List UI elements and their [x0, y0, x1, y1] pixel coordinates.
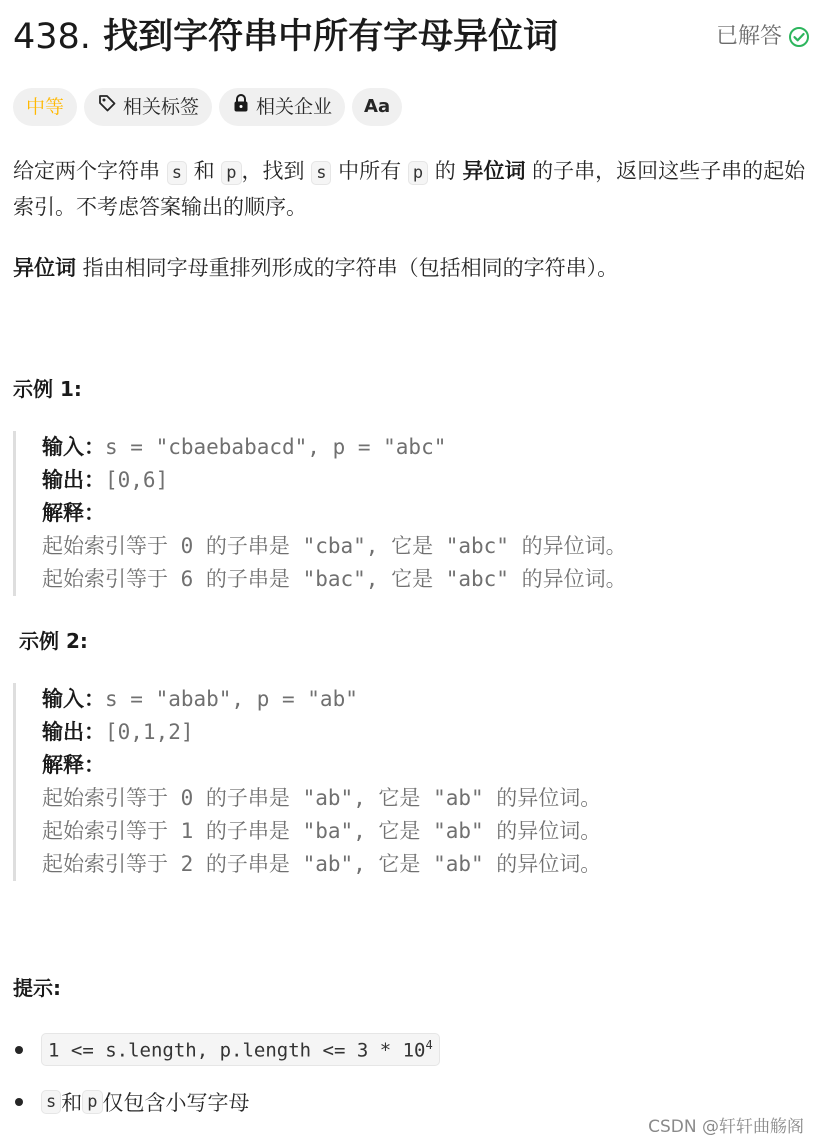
example-1-title: 示例 1: [13, 377, 82, 401]
translate-button[interactable] [352, 88, 402, 126]
example-2-explain-line: 起始索引等于 1 的子串是 "ba", 它是 "ab" 的异位词。 [42, 819, 602, 843]
example-1-explain-label: 解释： [42, 501, 105, 525]
problem-number: 438. [13, 17, 91, 57]
bold-term: 异位词 [13, 256, 76, 280]
constraint-item-2: s 和 p 仅包含小写字母 [13, 1087, 250, 1117]
solved-label: 已解答 [715, 24, 782, 49]
related-tags-label: 相关标签 [123, 96, 200, 118]
example-1-explain-line: 起始索引等于 6 的子串是 "bac", 它是 "abc" 的异位词。 [42, 567, 627, 591]
example-1-output: 输出：[0,6] [42, 468, 169, 492]
watermark: CSDN @轩轩曲觞阁 [648, 1117, 804, 1137]
check-circle-icon [788, 26, 810, 48]
constraint-item-1 [13, 1033, 440, 1066]
example-2-explain-line: 起始索引等于 2 的子串是 "ab", 它是 "ab" 的异位词。 [42, 852, 602, 876]
related-companies-button[interactable] [219, 88, 345, 126]
difficulty-badge[interactable]: 中等 [13, 88, 77, 126]
problem-title: 找到字符串中所有字母异位词 [103, 17, 559, 57]
lock-icon [232, 88, 250, 126]
inline-code-s: s [167, 161, 187, 185]
related-companies-label: 相关企业 [256, 96, 333, 118]
tag-bar [13, 88, 402, 126]
tag-icon [97, 88, 117, 126]
solved-status [716, 24, 810, 50]
example-2-explain-line: 起始索引等于 0 的子串是 "ab", 它是 "ab" 的异位词。 [42, 786, 602, 810]
example-1-input: 输入：s = "cbaebabacd", p = "abc" [42, 435, 447, 459]
constraint-code: 1 <= s.length, p.length <= $3 * 10^4$ [41, 1033, 440, 1066]
inline-code-p: p [221, 161, 241, 185]
example-2-input: 输入：s = "abab", p = "ab" [42, 687, 358, 711]
description-paragraph-2: 异位词 指由相同字母重排列形成的字符串（包括相同的字符串）。 [13, 256, 619, 280]
title-row [13, 14, 810, 60]
example-2-explain-label: 解释： [42, 753, 105, 777]
translate-icon: Aa [364, 96, 391, 117]
inline-code-s: s [311, 161, 331, 185]
related-tags-button[interactable] [84, 88, 212, 126]
bold-term: 异位词 [462, 159, 526, 183]
page-title [13, 14, 558, 60]
example-1-block [13, 431, 627, 596]
hints-title: 提示: [13, 976, 61, 1000]
bullet-dot [15, 1098, 23, 1106]
inline-code-s: s [41, 1090, 61, 1114]
example-1-explain-line: 起始索引等于 0 的子串是 "cba", 它是 "abc" 的异位词。 [42, 534, 627, 558]
inline-code-p: p [408, 161, 428, 185]
description-paragraph-1: 给定两个字符串 s 和 p ，找到 s 中所有 p 的 异位词 的子串，返回这些子串的起始索引。不考虑答案输出的顺序。 [13, 159, 806, 219]
inline-code-p: p [82, 1090, 102, 1114]
example-2-block [13, 683, 601, 881]
example-2-output: 输出：[0,1,2] [42, 720, 194, 744]
bullet-dot [15, 1046, 23, 1054]
example-2-title: 示例 2: [19, 629, 88, 653]
